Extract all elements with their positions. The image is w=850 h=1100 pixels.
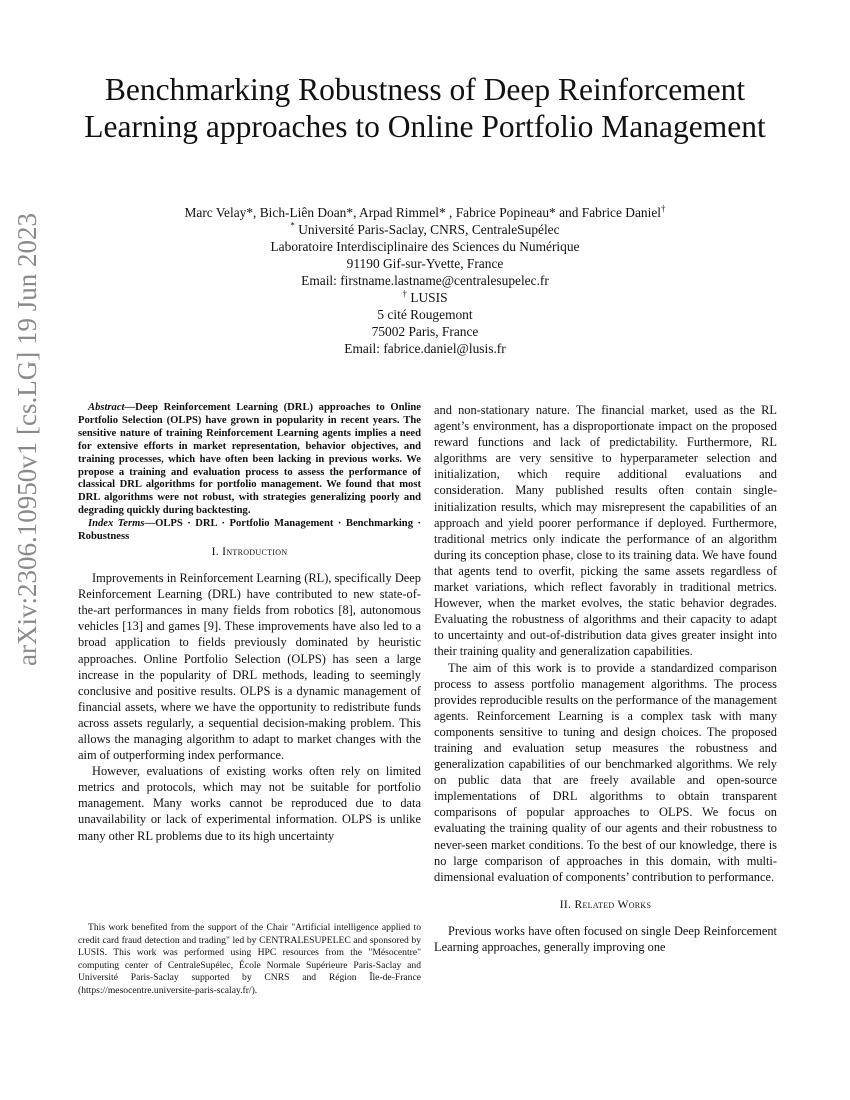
affiliation-2-email: Email: fabrice.daniel@lusis.fr: [344, 341, 506, 356]
section-number: II.: [559, 897, 575, 911]
affiliation-1-email: Email: firstname.lastname@centralesupelec.fr: [301, 273, 549, 288]
related-works-paragraph-1: Previous works have often focused on single Deep Reinforcement Learning approaches, generally improving one: [434, 923, 777, 954]
right-column: [434, 402, 777, 955]
section-heading-related-works: [434, 897, 777, 913]
author-block: [60, 204, 790, 357]
arxiv-identifier-text: arXiv:2306.10950v1 [cs.LG] 19 Jun 2023: [12, 213, 42, 666]
affiliation-1-lab: Laboratoire Interdisciplinaire des Sciences du Numérique: [270, 239, 580, 254]
funding-footnote: This work benefited from the support of the Chair "Artificial intelligence applied to credit card fraud detection and trading" led by CENTRALESUPELEC and sponsored by LUSIS. This work was performed using HPC resources from the "Mésocentre" computing center of CentraleSupélec, École Normale Supérieure Paris-Saclay and Université Paris-Saclay supported by CNRS and Région Île-de-France (https://mesocentre.universite-paris-scalay.fr/).: [78, 922, 421, 996]
affiliation-2: [60, 289, 790, 306]
author-names: [60, 204, 790, 221]
abstract: [78, 402, 421, 518]
intro-paragraph-continued: and non-stationary nature. The financial market, used as the RL agent’s environment, has a disproportionate impact on the proposed reward functions and lack of predictability. Furthermore, RL algorithms are very sensitive to hyperparameter selection and initialization, which require additional evaluations and consideration. Many published results often contain single-initialization results, which may misrepresent the capabilities of an approach and yield poorer performance if deployed. Furthermore, traditional metrics only indicate the performance of an algorithm during its conception phase, close to its training data. We have found that agents tend to overfit, picking the same assets regardless of market variations, which reflect favorably in traditional metrics. However, when the market evolves, the static behavior degrades. Evaluating the robustness of algorithms and their capacity to adapt to uncertainty and out-of-distribution data gives greater insight into their training quality and generalization capabilities.: [434, 403, 777, 659]
intro-paragraph-1: Improvements in Reinforcement Learning (RL), specifically Deep Reinforcement Learning (DRL) have contributed to new state-of-the-art performances in many fields from robotics [8], autonomous vehicles [13] and games [9]. These improvements have also led to a broad application to fields previously dominated by heuristic approaches. Online Portfolio Selection (OLPS) has seen a large increase in the popularity of DRL methods, leading to seemingly conclusive and positive results. OLPS is a dynamic management of financial assets, where we have the opportunity to redistribute funds across assets regularly, a sequential decision-making problem. This allows the managing algorithm to adapt to market changes with the aim of outperforming index performance.: [78, 571, 421, 763]
index-terms: [78, 518, 421, 544]
index-terms-text: —OLPS · DRL · Portfolio Management · Benchmarking · Robustness: [78, 518, 421, 543]
affiliation-2-name: LUSIS: [410, 290, 448, 305]
section-heading-introduction: [78, 544, 421, 560]
affiliation-2-street: 5 cité Rougemont: [377, 307, 473, 322]
index-terms-label: Index Terms: [88, 518, 145, 530]
intro-paragraph-2: However, evaluations of existing works often rely on limited metrics and protocols, which may not be suitable for portfolio management. Many works cannot be reproduced due to data unavailability or lack of experimental information. OLPS is unlike many other RL problems due to its high uncertainty: [78, 764, 421, 843]
author-names-text: Marc Velay*, Bich-Liên Doan*, Arpad Rimmel* , Fabrice Popineau* and Fabrice Daniel: [184, 205, 661, 220]
affiliation-1-city: 91190 Gif-sur-Yvette, France: [346, 256, 504, 271]
arxiv-identifier: [2, 213, 52, 666]
intro-paragraph-3: The aim of this work is to provide a standardized comparison process to assess portfolio management algorithms. The process provides reproducible results on the performance of the management agents. Reinforcement Learning is a complex task with many components sensitive to tuning and design choices. The proposed training and evaluation setup measures the robustness and generalization capabilities of our benchmarked algorithms. We rely on public data that are freely available and open-source implementations of DRL algorithms to obtain transparent comparisons of popular approaches to OLPS. We focus on evaluating the training quality of our agents and their robustness to never-seen market conditions. To the best of our knowledge, there is no large comparison of approaches in this domain, with multi-dimensional evaluation of components’ contribution to performance.: [434, 660, 777, 884]
section-number: I.: [211, 544, 223, 558]
abstract-label: Abstract: [88, 402, 125, 413]
left-column: [78, 402, 421, 844]
abstract-text: —Deep Reinforcement Learning (DRL) approaches to Online Portfolio Selection (OLPS) have grown in popularity in recent years. The sensitive nature of training Reinforcement Learning agents implies a need for extensive efforts in market representation, behavior objectives, and training processes, which have often been lacking in previous works. We propose a training and evaluation process to assess the performance of classical DRL algorithms for portfolio management. We found that most DRL algorithms were not robust, with strategies generalizing poorly and degrading quickly during backtesting.: [78, 402, 421, 517]
affiliation-2-mark: †: [402, 288, 407, 299]
affiliation-1: [60, 221, 790, 238]
affiliation-1-name: Université Paris-Saclay, CNRS, CentraleSupélec: [298, 222, 560, 237]
paper-title: Benchmarking Robustness of Deep Reinforcement Learning approaches to Online Portfolio Management: [84, 72, 766, 144]
section-title: Related Works: [574, 897, 652, 911]
dagger-mark: †: [660, 203, 666, 214]
affiliation-1-mark: *: [290, 220, 295, 231]
section-title: Introduction: [222, 544, 288, 558]
affiliation-2-city: 75002 Paris, France: [371, 324, 479, 339]
